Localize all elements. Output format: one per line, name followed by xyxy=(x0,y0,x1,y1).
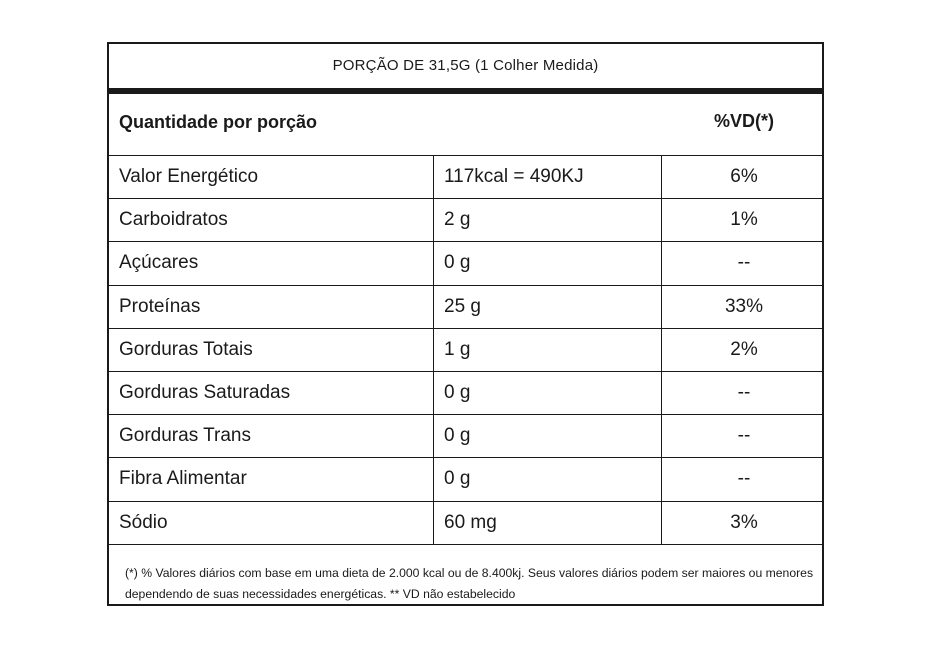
nutrient-name: Valor Energético xyxy=(109,156,434,198)
nutrient-rows xyxy=(109,156,822,545)
nutrient-amount: 2 g xyxy=(434,199,662,241)
nutrient-vd: 3% xyxy=(730,511,758,533)
nutrient-vd: -- xyxy=(737,425,751,447)
nutrient-name: Proteínas xyxy=(109,286,434,328)
table-row xyxy=(109,199,822,242)
nutrient-amount: 1 g xyxy=(434,329,662,371)
table-row xyxy=(109,329,822,372)
nutrient-name: Carboidratos xyxy=(109,199,434,241)
nutrient-amount: 0 g xyxy=(434,372,662,414)
nutrient-name: Gorduras Totais xyxy=(109,329,434,371)
vd-header: %VD(*) xyxy=(713,111,774,131)
table-row xyxy=(109,286,822,329)
table-row xyxy=(109,415,822,458)
nutrient-vd: 6% xyxy=(730,166,758,188)
nutrient-vd: 2% xyxy=(730,338,758,360)
quantity-header: Quantidade por porção xyxy=(119,112,318,132)
nutrition-table xyxy=(107,42,824,606)
nutrient-amount: 0 g xyxy=(434,415,662,457)
table-header xyxy=(109,94,822,156)
nutrient-name: Sódio xyxy=(109,502,434,544)
nutrient-vd: 33% xyxy=(724,295,764,317)
nutrient-amount: 25 g xyxy=(434,286,662,328)
nutrient-vd: -- xyxy=(737,382,751,404)
table-row xyxy=(109,502,822,545)
serving-size: PORÇÃO DE 31,5G (1 Colher Medida) xyxy=(332,57,599,74)
table-row xyxy=(109,458,822,501)
nutrient-amount: 60 mg xyxy=(434,502,662,544)
nutrient-amount: 0 g xyxy=(434,458,662,500)
table-row xyxy=(109,156,822,199)
table-row xyxy=(109,242,822,285)
nutrient-vd: -- xyxy=(737,252,751,274)
footnote: (*) % Valores diários com base em uma dieta de 2.000 kcal ou de 8.400kj. Seus valores diários podem ser maiores ou menores dependendo de suas necessidades energéticas. ** VD não estabelecido xyxy=(125,566,814,601)
nutrient-amount: 0 g xyxy=(434,242,662,284)
nutrient-name: Gorduras Trans xyxy=(109,415,434,457)
nutrient-name: Gorduras Saturadas xyxy=(109,372,434,414)
nutrient-name: Açúcares xyxy=(109,242,434,284)
nutrient-vd: -- xyxy=(737,468,751,490)
table-row xyxy=(109,372,822,415)
nutrient-amount: 117kcal = 490KJ xyxy=(434,156,662,198)
nutrient-name: Fibra Alimentar xyxy=(109,458,434,500)
nutrient-vd: 1% xyxy=(730,209,758,231)
